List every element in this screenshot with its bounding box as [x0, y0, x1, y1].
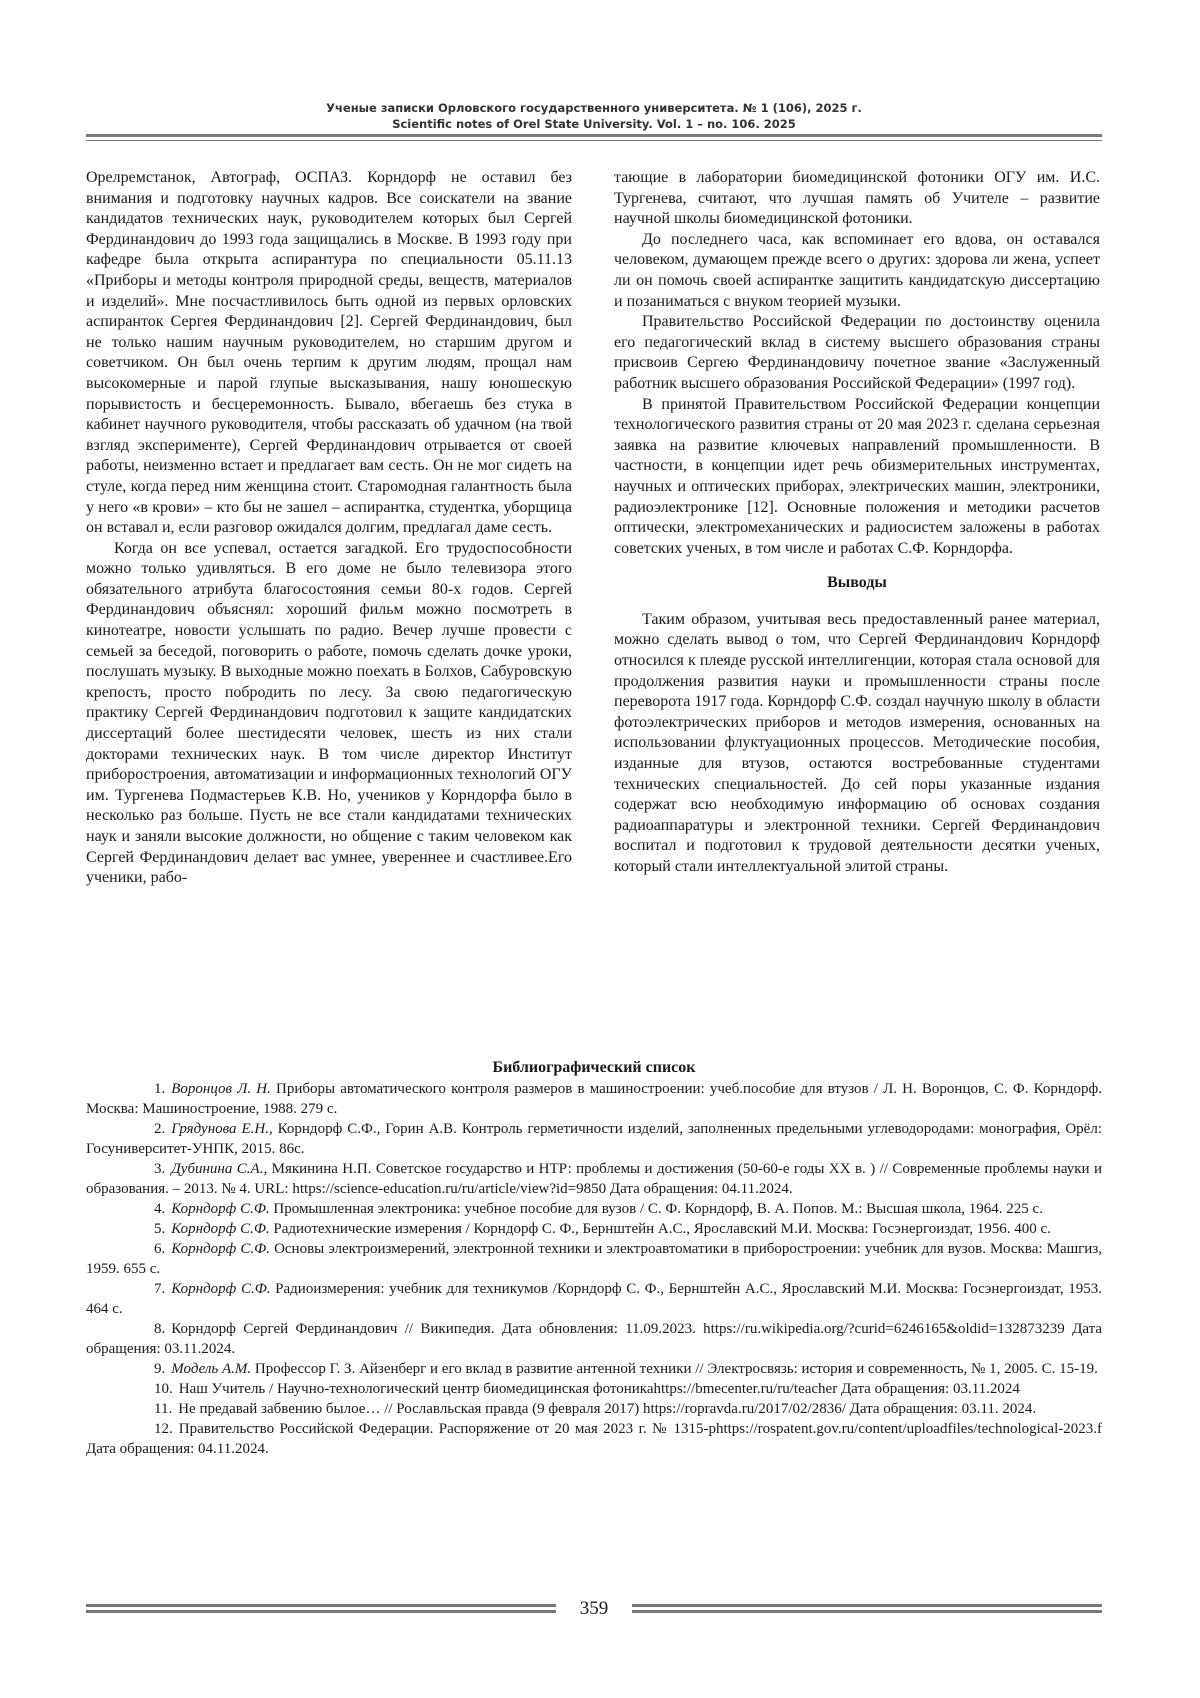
reference-item: 3. Дубинина С.А., Мякинина Н.П. Советское государство и НТР: проблемы и достижения (50-60-е годы XX в. ) // Современные проблемы науки и образования. – 2013. № 4. URL: https://science-education.ru/ru/article/view?id=9850 Дата обращения: 04.11.2024.	[86, 1161, 1102, 1197]
reference-item: 2. Грядунова Е.Н., Корндорф С.Ф., Горин А.В. Контроль герметичности изделий, заполненных предельными углеводородами: монография, Орёл: Госуниверситет-УНПК, 2015. 86с.	[86, 1121, 1102, 1157]
paragraph: Правительство Российской Федерации по достоинству оценила его педагогический вклад в систему высшего образования страны присвоив Сергею Фердинандовичу почетное звание «Заслуженный работник высшего образования Российской Федерации» (1997 год).	[614, 313, 1100, 392]
reference-item: 7. Корндорф С.Ф. Радиоизмерения: учебник для техникумов /Корндорф С. Ф., Бернштейн А.С., Ярославский М.И. Москва: Госэнергоиздат, 1953. 464 с.	[86, 1281, 1102, 1317]
paragraph: В принятой Правительством Российской Федерации концепции технологического развития страны от 20 мая 2023 г. сделана серьезная заявка на развитие ключевых направлений промышленности. В частности, в концепции идет речь обизмерительных инструментах, научных и оптических приборах, электрических машин, электроники, радиоэлектронике [12]. Основные положения и методики расчетов оптически, электромеханических и радиосистем заложены в работах советских ученых, в том числе и работах С.Ф. Корндорфа.	[614, 395, 1100, 557]
paragraph: Когда он все успевал, остается загадкой. Его трудоспособности можно только удивляться. В его доме не было телевизора этого обязательного атрибута благосостояния семьи 80-х годов. Сергей Фердинандович объяснял: хороший фильм можно посмотреть в кинотеатре, новости услышать по радио. Вечер лучше провести с семьей за беседой, поговорить о работе, помочь сделать дочке уроки, послушать музыку. В выходные можно поехать в Болхов, Сабуровскую крепость, просто побродить по лесу. За свою педагогическую практику Сергей Фердинандович подготовил к защите кандидатских диссертаций более шестидесяти человек, шесть из них стали докторами технических наук. В том числе директор Институт приборостроения, автоматизации и информационных технологий ОГУ им. Тургенева Подмастерьев К.В. Но, учеников у Корндорфа было в несколько раз больше. Пусть не все стали кандидатами технических наук и заняли высокие должности, но общение с таким человеком как Сергей Фердинандович делает вас умнее, увереннее и счастливее.Его ученики, рабо-	[86, 539, 572, 887]
paragraph: тающие в лаборатории биомедицинской фотоники ОГУ им. И.С. Тургенева, считают, что лучшая память об Учителе – развитие научной школы биомедицинской фотоники.	[614, 169, 1100, 228]
paragraph: До последнего часа, как вспоминает его вдова, он оставался человеком, думающем прежде всего о других: здорова ли жена, успеет ли он помочь своей аспирантке защитить кандидатскую диссертацию и позаниматься с внуком теорией музыки.	[614, 230, 1100, 310]
page-number: 359	[579, 1598, 609, 1619]
left-column	[86, 168, 572, 889]
paragraph: Таким образом, учитывая весь предоставленный ранее материал, можно сделать вывод о том, что Сергей Фердинандович Корндорф относился к плеяде русской интеллигенции, которая стала основой для продолжения развития науки и промышленности страны после переворота 1917 года. Корндорф С.Ф. создал научную школу в области фотоэлектрических приборов и методов измерения, основанных на использовании флуктуационных процессов. Методические пособия, изданные для втузов, остаются востребованные студентами технических специальностей. До сей поры указанные издания содержат всю необходимую информацию об основах создания радиоаппаратуры и электронной техники. Сергей Фердинандович воспитал и подготовил к трудовой деятельности десятки ученых, который стали интеллектуальной элитой страны.	[614, 610, 1100, 875]
reference-item: 9. Модель А.М. Профессор Г. З. Айзенберг и его вклад в развитие антенной техники // Электросвязь: история и современность, № 1, 2005. С. 15-19.	[154, 1361, 1098, 1377]
reference-item: 6. Корндорф С.Ф. Основы электроизмерений, электронной техники и электроавтоматики в приборостроении: учебник для вузов. Москва: Машгиз, 1959. 655 с.	[86, 1241, 1103, 1277]
reference-item: 5. Корндорф С.Ф. Радиотехнические измерения / Корндорф С. Ф., Бернштейн А.С., Ярославский М.И. Москва: Госэнергоиздат, 1956. 400 с.	[154, 1221, 1051, 1237]
right-column	[614, 168, 1100, 878]
journal-title-en: Scientific notes of Orel State University. Vol. 1 – no. 106. 2025	[392, 117, 796, 131]
journal-title-ru: Ученые записки Орловского государственного университета. № 1 (106), 2025 г.	[326, 101, 862, 115]
reference-item: 1. Воронцов Л. Н. Приборы автоматического контроля размеров в машиностроении: учеб.пособие для втузов / Л. Н. Воронцов, С. Ф. Корндорф. Москва: Машиностроение, 1988. 279 с.	[86, 1081, 1102, 1117]
running-header	[86, 100, 1102, 132]
footer-rule-left	[86, 1604, 556, 1613]
reference-item: 10. Наш Учитель / Научно-технологический центр биомедицинская фотоникаhttps://bmecenter.ru/ru/teacher Дата обращения: 03.11.2024	[154, 1381, 1020, 1397]
reference-item: 12. Правительство Российской Федерации. Распоряжение от 20 мая 2023 г. № 1315-phttps://rospatent.gov.ru/content/uploadfiles/technological-2023.f Дата обращения: 04.11.2024.	[86, 1421, 1102, 1457]
page-footer	[86, 1598, 1102, 1622]
paragraph: Орелремстанок, Автограф, ОСПАЗ. Корндорф не оставил без внимания и подготовку научных кадров. Все соискатели на звание кандидатов технических наук, руководителем которых был Сергей Фердинандович до 1993 года защищались в Москве. В 1993 году при кафедре была открыта аспирантура по специальности 05.11.13 «Приборы и методы контроля природной среды, веществ, материалов и изделий». Мне посчастливилось быть одной из первых орловских аспиранток Сергея Фердинандович [2]. Сергей Фердинандович, был не только нашим научным руководителем, но старшим другом и советчиком. Он был очень терпим к другим людям, прощал нам высокомерные и парой глупые высказывания, нашу юношескую порывистость и бесцеремонность. Бывало, вбегаешь без стука в кабинет научного руководителя, чтобы рассказать об удачном (на твой взгляд эксперименте), Сергей Фердинандович отрывается от своей работы, неизменно встает и предлагает вам сесть. Он не мог сидеть на стуле, когда перед ним женщина стоит. Старомодная галантность была у него «в крови» – кто бы не зашел – аспирантка, студентка, уборщица он вставал и, если разговор ожидался долгим, предлагал даме сесть.	[86, 169, 572, 537]
bibliography	[86, 1058, 1102, 1459]
header-rule-thick	[86, 134, 1102, 137]
header-rule-thin	[86, 140, 1102, 141]
footer-rule-right	[632, 1604, 1102, 1613]
bibliography-title: Библиографический список	[492, 1059, 696, 1076]
section-title-conclusions: Выводы	[827, 574, 887, 592]
reference-item: 4. Корндорф С.Ф. Промышленная электроника: учебное пособие для вузов / С. Ф. Корндорф, В. А. Попов. М.: Высшая школа, 1964. 225 с.	[154, 1201, 1043, 1217]
reference-item: 8. Корндорф Сергей Фердинандович // Википедия. Дата обновления: 11.09.2023. https://ru.wikipedia.org/?curid=6246165&oldid=132873239 Дата обращения: 03.11.2024.	[86, 1321, 1102, 1357]
reference-item: 11. Не предавай забвению былое… // Рославльская правда (9 февраля 2017) https://ropravda.ru/2017/02/2836/ Дата обращения: 03.11. 2024.	[154, 1401, 1037, 1417]
